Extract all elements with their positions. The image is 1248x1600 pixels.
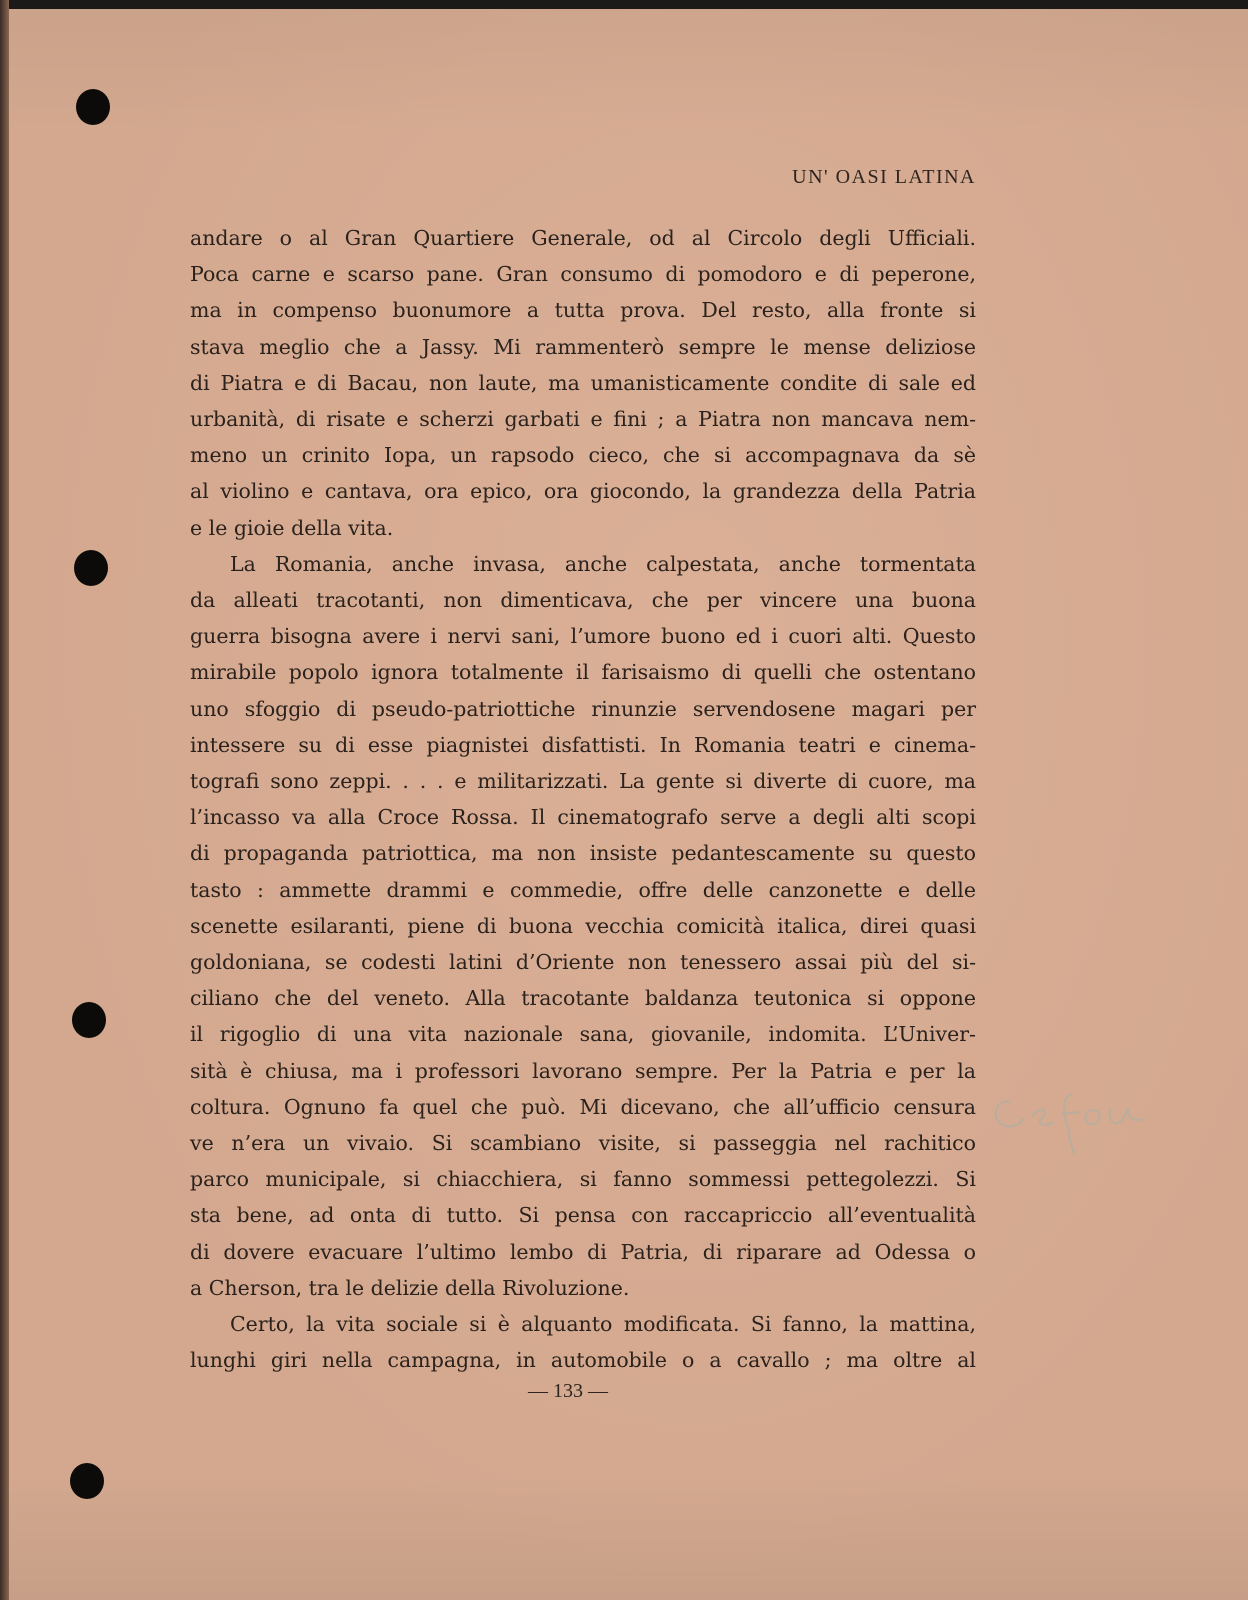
text-line: ma in compenso buonumore a tutta prova. Del resto, alla fronte si bbox=[190, 298, 976, 323]
text-line: l’incasso va alla Croce Rossa. Il cinematografo serve a degli alti scopi bbox=[190, 805, 976, 830]
text-line: ciliano che del veneto. Alla tracotante baldanza teutonica si oppone bbox=[190, 986, 976, 1011]
text-line: sità è chiusa, ma i professori lavorano sempre. Per la Patria e per la bbox=[190, 1058, 976, 1083]
text-line: andare o al Gran Quartiere Generale, od al Circolo degli Ufficiali. bbox=[190, 226, 976, 250]
text-line: meno un crinito Iopa, un rapsodo cieco, che si accompagnava da sè bbox=[190, 443, 976, 468]
text-line: sta bene, ad onta di tutto. Si pensa con raccapriccio all’eventualità bbox=[190, 1203, 976, 1228]
pencil-annotation bbox=[988, 1088, 1178, 1158]
text-line: guerra bisogna avere i nervi sani, l’umore buono ed i cuori alti. Questo bbox=[190, 624, 976, 649]
binder-edge bbox=[0, 0, 9, 1600]
text-line: Certo, la vita sociale si è alquanto modificata. Si fanno, la mattina, bbox=[230, 1312, 976, 1337]
text-line: di propaganda patriottica, ma non insiste pedantescamente su questo bbox=[190, 841, 976, 866]
page-number: — 133 — bbox=[528, 1380, 608, 1402]
running-head: UN' OASI LATINA bbox=[792, 166, 976, 188]
binder-hole-3 bbox=[72, 1002, 106, 1038]
text-line: tasto : ammette drammi e commedie, offre delle canzonette e delle bbox=[190, 877, 976, 902]
scan-top-edge bbox=[0, 0, 1248, 9]
text-line: al violino e cantava, ora epico, ora giocondo, la grandezza della Patria bbox=[190, 479, 976, 504]
text-line: scenette esilaranti, piene di buona vecchia comicità italica, direi quasi bbox=[190, 913, 976, 938]
binder-hole-4 bbox=[70, 1463, 104, 1499]
text-line: goldoniana, se codesti latini d’Oriente non tenessero assai più del si- bbox=[190, 950, 976, 975]
text-line: tografi sono zeppi. . . . e militarizzati. La gente si diverte di cuore, ma bbox=[190, 769, 976, 794]
text-line: mirabile popolo ignora totalmente il farisaismo di quelli che ostentano bbox=[190, 660, 976, 685]
binder-hole-1 bbox=[76, 89, 110, 125]
text-line: il rigoglio di una vita nazionale sana, giovanile, indomita. L’Univer- bbox=[190, 1022, 976, 1047]
text-line: a Cherson, tra le delizie della Rivoluzione. bbox=[190, 1275, 630, 1300]
text-line: ve n’era un vivaio. Si scambiano visite, si passeggia nel rachitico bbox=[190, 1131, 976, 1156]
text-line: intessere su di esse piagnistei disfattisti. In Romania teatri e cinema- bbox=[190, 732, 976, 757]
text-line: da alleati tracotanti, non dimenticava, che per vincere una buona bbox=[190, 588, 976, 613]
text-line: La Romania, anche invasa, anche calpestata, anche tormentata bbox=[230, 551, 976, 576]
text-line: urbanità, di risate e scherzi garbati e fini ; a Piatra non mancava nem- bbox=[190, 407, 976, 432]
text-line: stava meglio che a Jassy. Mi rammenterò sempre le mense deliziose bbox=[190, 334, 976, 359]
text-line: uno sfoggio di pseudo-patriottiche rinunzie servendosene magari per bbox=[190, 696, 976, 721]
text-line: coltura. Ognuno fa quel che può. Mi dicevano, che all’ufficio censura bbox=[190, 1094, 976, 1119]
text-line: parco municipale, si chiacchiera, si fanno sommessi pettegolezzi. Si bbox=[190, 1167, 976, 1192]
text-line: e le gioie della vita. bbox=[190, 515, 394, 540]
text-line: Poca carne e scarso pane. Gran consumo di pomodoro e di peperone, bbox=[190, 262, 976, 287]
text-line: lunghi giri nella campagna, in automobile o a cavallo ; ma oltre al bbox=[190, 1348, 976, 1373]
text-line: di Piatra e di Bacau, non laute, ma umanisticamente condite di sale ed bbox=[190, 370, 976, 395]
text-line: di dovere evacuare l’ultimo lembo di Patria, di riparare ad Odessa o bbox=[190, 1239, 976, 1264]
binder-hole-2 bbox=[74, 550, 108, 586]
body-text bbox=[190, 220, 976, 1379]
